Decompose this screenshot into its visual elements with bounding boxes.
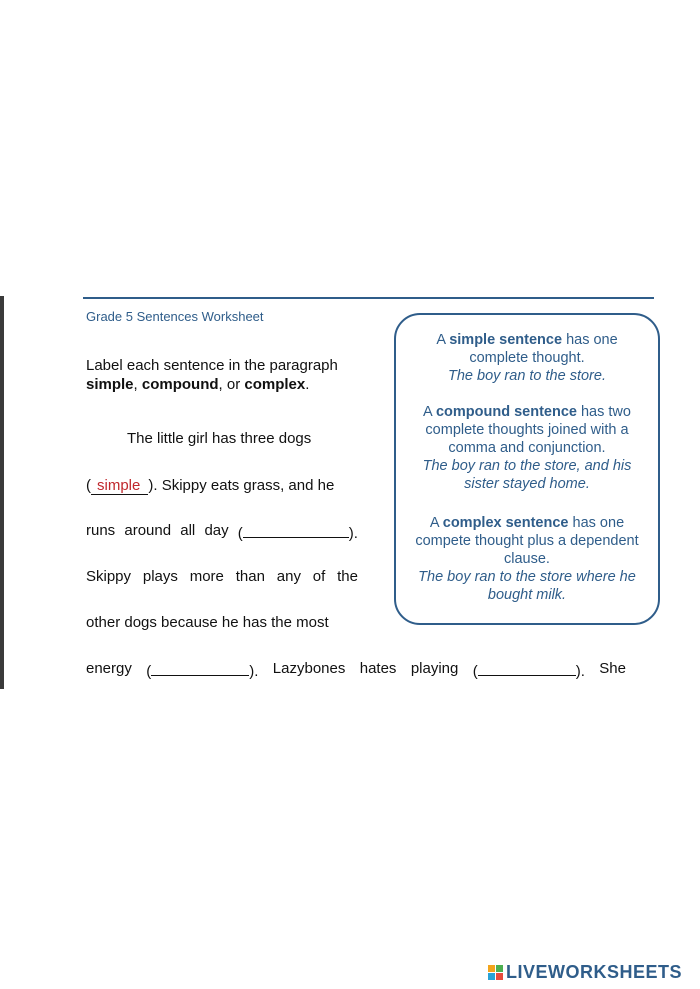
instruction-suffix: . — [305, 376, 310, 393]
paren-open: ( — [86, 477, 91, 494]
paren-open: ( — [237, 525, 243, 542]
word: around — [124, 522, 172, 539]
def-text: A — [423, 404, 436, 420]
answer-group-4 — [473, 660, 585, 680]
instruction-prefix: Label each sentence in the paragraph — [86, 357, 338, 374]
definition-compound — [396, 403, 658, 493]
answer-group-3 — [146, 660, 258, 680]
def-term: compound sentence — [435, 404, 577, 420]
word: plays — [142, 568, 178, 585]
word: more — [189, 568, 224, 585]
paren-close: ). — [575, 663, 585, 680]
def-text: has two complete thoughts joined with a comma and conjunction. — [425, 404, 631, 456]
answer-field-1[interactable]: simple — [91, 477, 148, 495]
paragraph-line-1: The little girl has three dogs — [127, 430, 312, 447]
word: energy — [86, 660, 132, 677]
liveworksheets-logo — [488, 962, 682, 983]
word: the — [337, 568, 358, 585]
paren-close: ). — [249, 663, 259, 680]
def-text: A — [429, 515, 443, 531]
instruction-word-complex: complex — [244, 376, 306, 393]
paragraph-line-6 — [86, 660, 626, 680]
answer-group-2 — [238, 522, 358, 542]
left-margin-bar — [0, 296, 4, 689]
answer-field-2[interactable] — [243, 522, 349, 538]
answer-field-3[interactable] — [151, 660, 249, 676]
paren-close: ). — [348, 525, 358, 542]
paren-open: ( — [472, 663, 478, 680]
word: Skippy — [86, 568, 132, 585]
definition-simple — [396, 331, 658, 385]
instruction-sep: , — [133, 376, 142, 393]
logo-text: LIVEWORKSHEETS — [506, 962, 683, 982]
word: Lazybones — [272, 660, 346, 677]
liveworksheets-logo-icon — [488, 965, 503, 980]
def-term: simple sentence — [449, 332, 563, 348]
def-term: complex sentence — [442, 515, 569, 531]
definition-complex — [396, 514, 658, 604]
instruction-sep: , or — [218, 376, 245, 393]
word: any — [276, 568, 301, 585]
word: of — [312, 568, 326, 585]
header-rule — [83, 297, 654, 299]
instruction-text — [86, 356, 366, 394]
paragraph-line-3 — [86, 522, 358, 542]
paragraph-text: ). Skippy eats grass, and he — [148, 477, 335, 494]
paragraph-line-4 — [86, 568, 358, 585]
instruction-word-simple: simple — [86, 376, 134, 393]
paragraph-line-5: other dogs because he has the most — [86, 614, 329, 631]
def-text: has one compete thought plus a dependent clause. — [415, 515, 639, 567]
worksheet-title: Grade 5 Sentences Worksheet — [86, 309, 264, 324]
word: playing — [410, 660, 459, 677]
answer-field-4[interactable] — [478, 660, 576, 676]
definitions-box — [394, 313, 660, 625]
word: day — [204, 522, 229, 539]
word: all — [180, 522, 196, 539]
instruction-word-compound: compound — [141, 376, 219, 393]
def-text: A — [436, 332, 450, 348]
paragraph-line-2 — [86, 477, 334, 495]
def-example: The boy ran to the store. — [448, 368, 606, 384]
def-text: has one complete thought. — [469, 332, 618, 366]
def-example: The boy ran to the store where he bought milk. — [418, 569, 636, 603]
paren-open: ( — [146, 663, 152, 680]
word: hates — [359, 660, 397, 677]
def-example: The boy ran to the store, and his sister stayed home. — [422, 458, 632, 492]
word: runs — [86, 522, 116, 539]
word: than — [235, 568, 265, 585]
word: She — [599, 660, 626, 677]
